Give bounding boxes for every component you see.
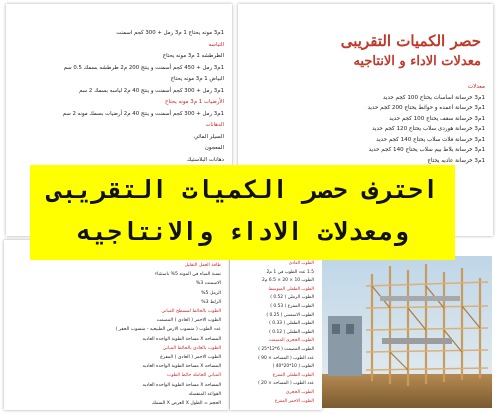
banner-line-1: احترف حصر الكميات التقريبى <box>46 175 439 204</box>
document-line: 1م3 خرسانة هوردى سلاب يحتاج 120 كجم حديد <box>372 126 485 132</box>
document-line: الطوب العادى <box>288 261 314 266</box>
document-line: الحجم = الطول X العرض X السمك <box>151 401 221 406</box>
document-line: الطوب بالحائط لمسطح المبانى <box>161 309 221 314</box>
document-line: الطوب الحجري <box>285 390 314 395</box>
page-subtitle: معدلات الاداء و الانتاجيه <box>353 54 481 69</box>
document-line: الطوب المصمت ( 6*12*25 ) <box>258 347 314 352</box>
document-line: 1م3 خرسانة اعمده و حوائط يحتاج 200 كجم حديد <box>367 105 485 111</box>
document-line: الطوب الاحمر ( العادى ) المفرغ <box>160 355 221 360</box>
document-line: الطوب الاسمنتى ( 0.25 ) <box>266 312 314 318</box>
construction-photo <box>322 256 492 408</box>
document-line: القواعد المنفصله <box>188 391 221 397</box>
document-line: طاقة العمل التقليل <box>184 263 221 268</box>
document-line: التياسه <box>208 41 224 48</box>
document-line: عدد الطوب ( المساحه × 90 ) <box>258 355 314 361</box>
page-title: حصر الكميات التقريبى <box>340 32 481 50</box>
document-line: عدد الطوب ( منسوب الارض الطبيعيه - منسوب الحفر ) <box>115 327 221 333</box>
document-line: الطوب الطفلى المفرغ <box>272 372 314 378</box>
document-line: 1م3 رمل + 300 كجم أسمنت و ينتج 40 م2 لياسه بسمك 2 سم <box>79 87 224 94</box>
document-line: الطوب الاحمر المفرغ <box>274 398 314 404</box>
document-line: المساحه X مساحة الطوبة الواحده العاديه <box>142 382 221 388</box>
document-line: الطوب بالعادى بالحائط المباني <box>162 345 221 351</box>
document-page-brick-types <box>230 240 322 410</box>
document-line: 1م3 خرسانة عاديه يحتاج <box>427 157 485 164</box>
document-line: 1م3 رمل + 300 كجم أسمنت و ينتج 40 م2 أرضيات بسمك مونه 2 سم <box>62 110 224 117</box>
document-line: الاسمنت 3% <box>195 281 221 287</box>
document-line: الطوب المفرغ ( 0.53 ) <box>270 304 314 309</box>
document-page-bricks <box>4 240 229 410</box>
document-line: الطوب 10 × 20 × 6.5 م2 <box>261 278 314 284</box>
document-line: 1م3 خرسانة فلات سلاب يحتاج 140 كجم حديد <box>376 136 485 143</box>
document-line: الطوب الحجرى المصمت <box>268 338 314 344</box>
document-line: السيلر المائي <box>194 133 224 140</box>
promo-banner <box>30 165 455 260</box>
document-line: الرمل 5% <box>201 290 221 296</box>
document-line: الطوب الطفلى ( 0.12 ) <box>269 329 314 335</box>
document-line: الطوب ( 10*20*40 ) <box>272 364 314 370</box>
document-line: 1م3 رمل + 450 كجم أسمنت و ينتج 200 م2 طرطشه بسمك 0.5 سم <box>63 64 224 71</box>
document-line: نسبة المياه في المونه 5% باستثناء <box>154 272 221 278</box>
document-line: البياض 1 م3 مونه يحتاج <box>170 76 224 82</box>
document-line: الأرضيات 1 م3 مونه يحتاج <box>165 99 224 105</box>
document-line: الطوب الاحمر ( العادى ) المصمت <box>156 318 221 324</box>
document-line: الطوب الطفلى المتوسط <box>268 286 314 292</box>
document-line: الطوب الرملي ( 0.52 ) <box>270 295 314 301</box>
document-line: دهانات البلاستيك <box>186 156 224 163</box>
document-line: 1م3 خرسانة بلاط بيم سلاب يحتاج 140 كجم حديد <box>368 147 485 153</box>
scaffolding-image <box>322 256 492 408</box>
document-line: الزلط 3% <box>201 299 221 305</box>
document-line: 1م3 خرسانة اساسات يحتاج 100 كجم حديد <box>382 94 485 101</box>
document-line: المساحه X مساحة الطوبة الواحده العاديه <box>142 336 221 342</box>
document-line: 1م3 مونه يحتاج 1 م3 رمل + 300 كجم اسمنت <box>116 30 224 36</box>
document-line: عدد الطوب ( المساحه × 20 ) <box>258 381 314 387</box>
banner-line-2: ومعدلات الاداء والانتاجيه <box>76 217 409 246</box>
document-line: المباني الحامله حائط الطوب <box>166 373 221 379</box>
document-line: الدهانات <box>205 122 224 128</box>
document-line: 1م3 خرسانة سقف يحتاج 100 كجم حديد <box>389 115 485 122</box>
document-line: المعجون <box>204 145 224 151</box>
document-line: المساحه X مساحة الطوبة الواحده العاديه <box>142 364 221 370</box>
document-line: 1.5 عدد الطوب في 1 م2 <box>266 269 314 275</box>
document-line: معدلات <box>467 84 485 90</box>
document-line: الطوب الطفلى ( 0.33 ) <box>269 321 314 327</box>
document-line: الطرطشه 1 م3 مونه يحتاج <box>162 53 224 59</box>
